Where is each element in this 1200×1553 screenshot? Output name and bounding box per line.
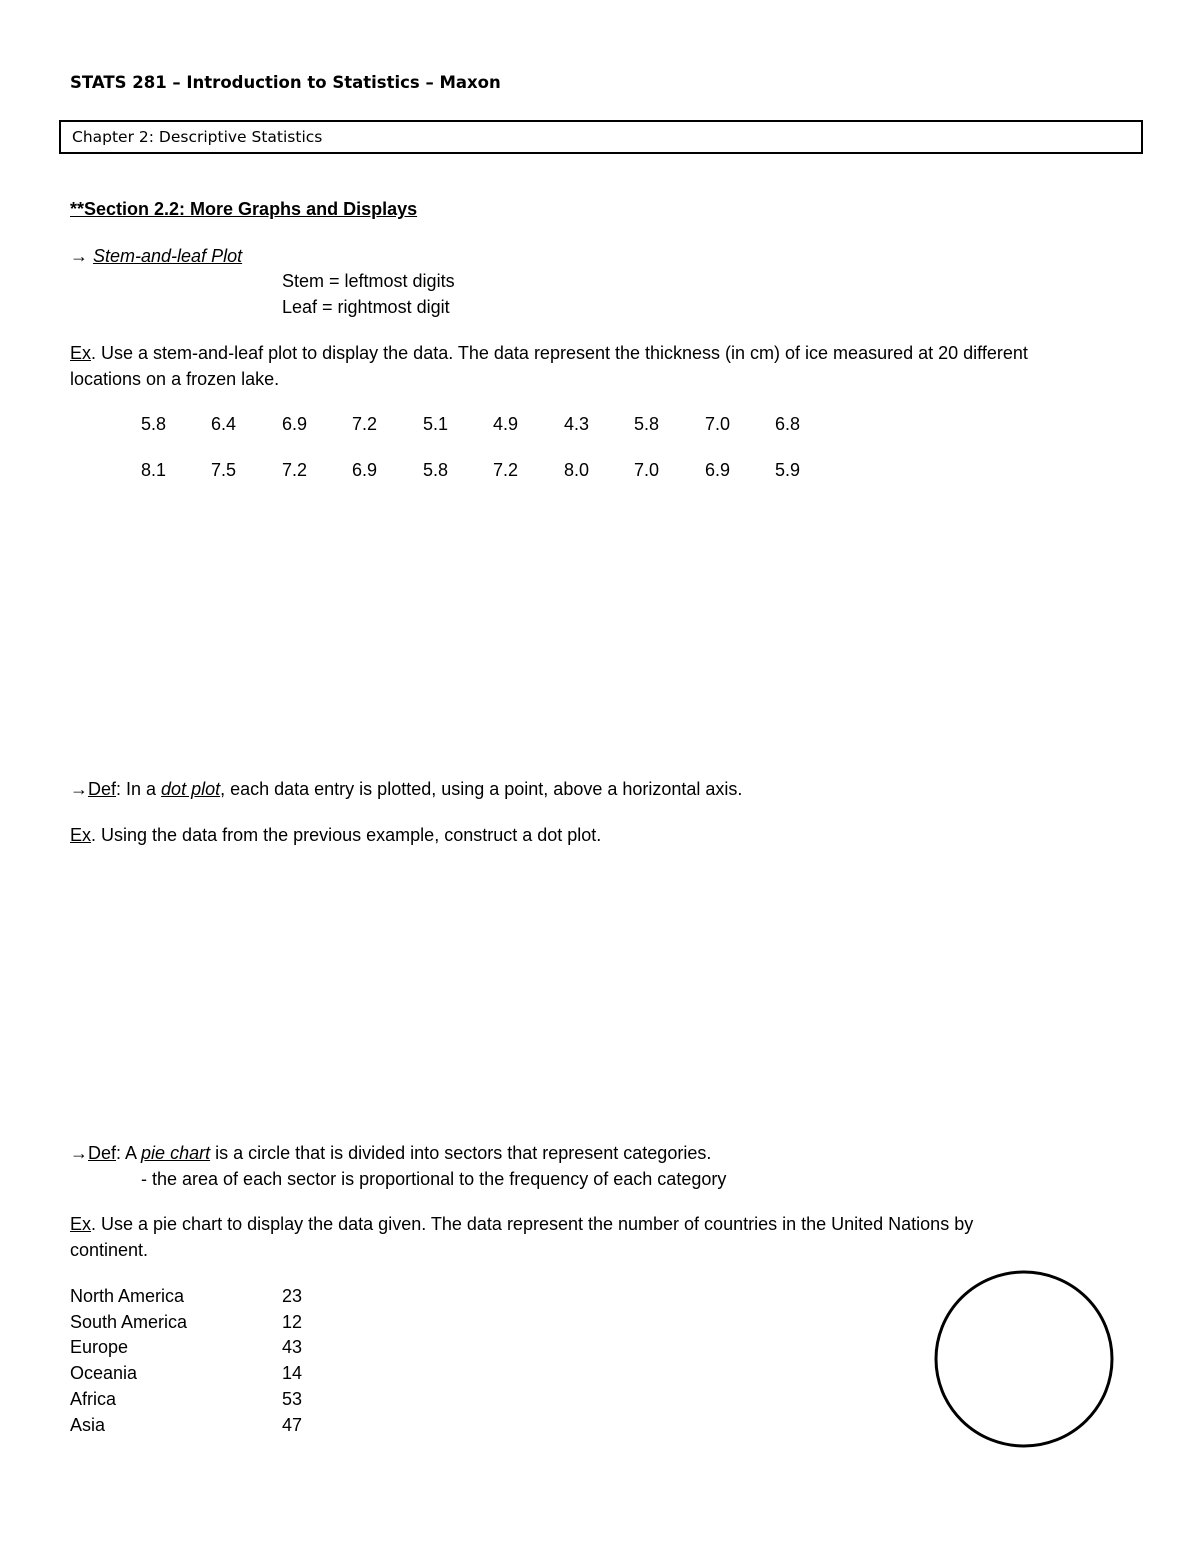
arrow-icon: → — [70, 1143, 88, 1163]
continent-count: 53 — [282, 1389, 303, 1409]
section-heading: **Section 2.2: More Graphs and Displays — [70, 199, 418, 219]
data-value: 7.5 — [211, 460, 237, 480]
pie-chart-sub-definition: - the area of each sector is proportional to the frequency of each category — [141, 1169, 727, 1189]
continent-name: Africa — [70, 1389, 117, 1409]
data-value: 6.4 — [211, 414, 237, 434]
chapter-title: Chapter 2: Descriptive Statistics — [72, 128, 323, 146]
continent-name: Oceania — [70, 1363, 138, 1383]
continent-name: North America — [70, 1286, 185, 1306]
data-value: 5.9 — [775, 460, 801, 480]
def-label: Def — [88, 1143, 117, 1163]
data-value: 6.9 — [282, 414, 308, 434]
data-value: 5.8 — [634, 414, 660, 434]
pie-chart-example-line1 — [70, 1214, 973, 1235]
course-title: STATS 281 – Introduction to Statistics – Maxon — [70, 73, 501, 92]
data-value: 4.9 — [493, 414, 519, 434]
data-value: 4.3 — [564, 414, 590, 434]
data-row-1 — [0, 414, 1200, 440]
continent-count: 14 — [282, 1363, 303, 1383]
continent-name: South America — [70, 1312, 188, 1332]
def-label: Def — [88, 779, 117, 799]
chapter-box — [59, 120, 1143, 154]
data-value: 5.1 — [423, 414, 449, 434]
data-value: 5.8 — [423, 460, 449, 480]
example-label: Ex — [70, 1214, 92, 1234]
data-row-2 — [0, 460, 1200, 486]
example-text: . Using the data from the previous example, construct a dot plot. — [91, 825, 602, 845]
continent-count: 12 — [282, 1312, 303, 1332]
stem-leaf-example-line1 — [70, 343, 1028, 364]
example-label: Ex — [70, 825, 92, 845]
data-value: 8.1 — [141, 460, 167, 480]
example-text: . Use a pie chart to display the data given. The data represent the number of countries in the United Nations by — [91, 1214, 974, 1234]
data-value: 6.9 — [705, 460, 731, 480]
continent-count: 23 — [282, 1286, 303, 1306]
data-value: 7.0 — [705, 414, 731, 434]
data-value: 7.2 — [352, 414, 378, 434]
continent-count: 47 — [282, 1415, 303, 1435]
pie-chart-circle — [930, 1266, 1118, 1452]
continent-name: Asia — [70, 1415, 106, 1435]
def-text: : A — [116, 1143, 142, 1163]
arrow-icon: → — [70, 246, 88, 266]
pie-chart-term: pie chart — [141, 1143, 211, 1163]
def-text: , each data entry is plotted, using a point, above a horizontal axis. — [220, 779, 743, 799]
data-value: 6.8 — [775, 414, 801, 434]
def-text: : In a — [116, 779, 162, 799]
pie-chart-example-line2: continent. — [70, 1240, 149, 1260]
continent-name: Europe — [70, 1337, 129, 1357]
data-value: 7.2 — [282, 460, 308, 480]
stem-leaf-title: Stem-and-leaf Plot — [93, 246, 243, 266]
data-value: 6.9 — [352, 460, 378, 480]
dot-plot-definition — [70, 779, 742, 800]
data-value: 7.2 — [493, 460, 519, 480]
dot-plot-example — [70, 825, 601, 846]
data-value: 5.8 — [141, 414, 167, 434]
data-value: 8.0 — [564, 460, 590, 480]
dot-plot-term: dot plot — [161, 779, 221, 799]
example-text: . Use a stem-and-leaf plot to display the data. The data represent the thickness (in cm) of ice measured at 20 different — [91, 343, 1028, 363]
def-text: is a circle that is divided into sectors that represent categories. — [210, 1143, 712, 1163]
arrow-icon: → — [70, 779, 88, 799]
pie-chart-definition — [70, 1143, 711, 1164]
example-label: Ex — [70, 343, 92, 363]
data-value: 7.0 — [634, 460, 660, 480]
stem-definition: Stem = leftmost digits — [282, 271, 455, 291]
stem-leaf-example-line2: locations on a frozen lake. — [70, 369, 280, 389]
stem-leaf-heading — [70, 246, 242, 267]
continent-count: 43 — [282, 1337, 303, 1357]
leaf-definition: Leaf = rightmost digit — [282, 297, 450, 317]
